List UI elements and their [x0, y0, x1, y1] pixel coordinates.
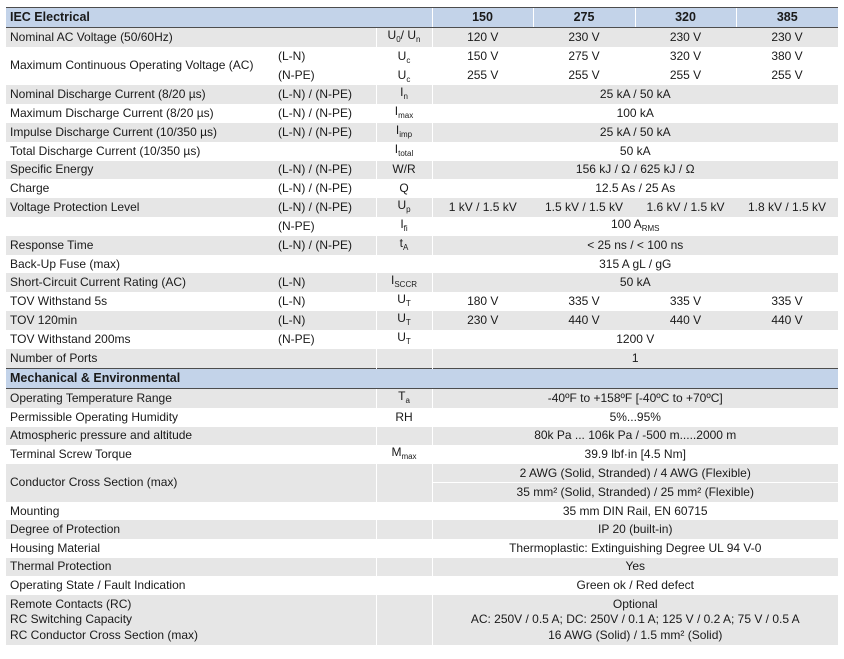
value: -40ºF to +158ºF [-40ºC to +70ºC]	[432, 388, 838, 408]
table-row	[6, 427, 838, 446]
value: Thermoplastic: Extinguishing Degree UL 94 V-0	[432, 539, 838, 558]
mode: (L-N) / (N-PE)	[274, 198, 376, 217]
symbol: $I_{total}$	[376, 142, 432, 161]
table-row	[6, 330, 838, 349]
symbol: $I_n$	[376, 85, 432, 104]
symbol: $t_A$	[376, 236, 432, 255]
value: 180 V	[432, 292, 533, 311]
row-label: Impulse Discharge Current (10/350 µs)	[6, 123, 274, 142]
value: 380 V 255 V	[736, 47, 838, 85]
value: 2 AWG (Solid, Stranded) / 4 AWG (Flexible) 35 mm² (Solid, Stranded) / 25 mm² (Flexible)	[432, 464, 838, 502]
row-label: Short-Circuit Current Rating (AC)	[6, 273, 274, 292]
value: 1	[432, 349, 838, 368]
value: 230 V	[533, 28, 635, 48]
table-row	[6, 123, 838, 142]
symbol: RH	[376, 408, 432, 427]
symbol: $U_T$	[376, 311, 432, 330]
table-row	[6, 236, 838, 255]
value: 100 $A_{RMS}$	[432, 217, 838, 236]
value: 335 V	[736, 292, 838, 311]
value: 230 V	[736, 28, 838, 48]
section-title-iec: IEC Electrical	[6, 8, 274, 28]
section-title-mech: Mechanical & Environmental	[6, 368, 376, 388]
symbol: $U_0/$ $U_n$	[376, 28, 432, 48]
table-row	[6, 311, 838, 330]
value: 35 mm DIN Rail, EN 60715	[432, 502, 838, 521]
value: 275 V 255 V	[533, 47, 635, 85]
value: 320 V 255 V	[635, 47, 736, 85]
table-row	[6, 445, 838, 464]
symbol: W/R	[376, 161, 432, 180]
table-row	[6, 217, 838, 236]
table-row	[6, 464, 838, 502]
value: 120 V	[432, 28, 533, 48]
row-label: Back-Up Fuse (max)	[6, 255, 274, 274]
spec-table	[6, 7, 838, 645]
table-row	[6, 104, 838, 123]
row-label: Voltage Protection Level	[6, 198, 274, 217]
value: 80k Pa ... 106k Pa / -500 m.....2000 m	[432, 427, 838, 446]
table-row	[6, 349, 838, 368]
value: Green ok / Red defect	[432, 576, 838, 595]
value: 1.8 kV / 1.5 kV	[736, 198, 838, 217]
table-row	[6, 520, 838, 539]
row-label: Housing Material	[6, 539, 274, 558]
mode: (N-PE)	[274, 217, 376, 236]
row-label: Operating State / Fault Indication	[6, 576, 274, 595]
value: 440 V	[533, 311, 635, 330]
row-label: Response Time	[6, 236, 274, 255]
row-label: Mounting	[6, 502, 274, 521]
mode: (L-N) / (N-PE)	[274, 179, 376, 198]
table-row	[6, 161, 838, 180]
model-150: 150	[432, 8, 533, 28]
table-row	[6, 179, 838, 198]
value: 156 kJ / Ω / 625 kJ / Ω	[432, 161, 838, 180]
value: IP 20 (built-in)	[432, 520, 838, 539]
table-row	[6, 198, 838, 217]
row-label: Nominal AC Voltage (50/60Hz)	[6, 28, 274, 48]
symbol: $I_{fi}$	[376, 217, 432, 236]
table-row	[6, 576, 838, 595]
symbol: $U_c$ $U_c$	[376, 47, 432, 85]
symbol: $U_T$	[376, 330, 432, 349]
model-320: 320	[635, 8, 736, 28]
value: 230 V	[432, 311, 533, 330]
model-275: 275	[533, 8, 635, 28]
table-row	[6, 539, 838, 558]
table-row	[6, 85, 838, 104]
value: 1200 V	[432, 330, 838, 349]
mode: (L-N) / (N-PE)	[274, 85, 376, 104]
value: Yes	[432, 558, 838, 577]
value: 1.6 kV / 1.5 kV	[635, 198, 736, 217]
table-row	[6, 388, 838, 408]
mech-header-row	[6, 368, 838, 388]
iec-header-row	[6, 8, 838, 28]
value: 1.5 kV / 1.5 kV	[533, 198, 635, 217]
symbol: Q	[376, 179, 432, 198]
row-label: Maximum Continuous Operating Voltage (AC)	[6, 47, 274, 85]
value: 440 V	[635, 311, 736, 330]
table-row	[6, 47, 838, 85]
value: 50 kA	[432, 273, 838, 292]
value: 39.9 lbf·in [4.5 Nm]	[432, 445, 838, 464]
row-label: Maximum Discharge Current (8/20 µs)	[6, 104, 274, 123]
table-row	[6, 502, 838, 521]
table-row	[6, 408, 838, 427]
mode: (L-N) / (N-PE)	[274, 161, 376, 180]
table-row	[6, 142, 838, 161]
symbol: $U_T$	[376, 292, 432, 311]
mode: (L-N) / (N-PE)	[274, 236, 376, 255]
symbol: $T_a$	[376, 388, 432, 408]
value: 5%...95%	[432, 408, 838, 427]
mode: (L-N) / (N-PE)	[274, 104, 376, 123]
value: 12.5 As / 25 As	[432, 179, 838, 198]
row-label: Number of Ports	[6, 349, 274, 368]
row-label: Charge	[6, 179, 274, 198]
value: 315 A gL / gG	[432, 255, 838, 274]
row-label: Degree of Protection	[6, 520, 274, 539]
value: 150 V 255 V	[432, 47, 533, 85]
row-label: Total Discharge Current (10/350 µs)	[6, 142, 274, 161]
mode: (L-N) / (N-PE)	[274, 123, 376, 142]
row-label: TOV 120min	[6, 311, 274, 330]
value: 335 V	[635, 292, 736, 311]
row-label: Conductor Cross Section (max)	[6, 464, 274, 502]
mode: (L-N) (N-PE)	[274, 47, 376, 85]
value: 100 kA	[432, 104, 838, 123]
table-row	[6, 273, 838, 292]
table-row	[6, 558, 838, 577]
table-row	[6, 595, 838, 646]
value: 25 kA / 50 kA	[432, 123, 838, 142]
model-385: 385	[736, 8, 838, 28]
mode: (L-N)	[274, 292, 376, 311]
row-label: TOV Withstand 200ms	[6, 330, 274, 349]
table-row	[6, 292, 838, 311]
symbol: $I_{SCCR}$	[376, 273, 432, 292]
row-label: Atmospheric pressure and altitude	[6, 427, 274, 446]
mode: (L-N)	[274, 273, 376, 292]
value: 335 V	[533, 292, 635, 311]
value: 1 kV / 1.5 kV	[432, 198, 533, 217]
value: 230 V	[635, 28, 736, 48]
symbol: $I_{imp}$	[376, 123, 432, 142]
row-label: Remote Contacts (RC) RC Switching Capacity RC Conductor Cross Section (max)	[6, 595, 274, 646]
row-label: Permissible Operating Humidity	[6, 408, 274, 427]
table-row	[6, 28, 838, 48]
row-label: Terminal Screw Torque	[6, 445, 274, 464]
mode: (N-PE)	[274, 330, 376, 349]
symbol: $I_{max}$	[376, 104, 432, 123]
row-label: Nominal Discharge Current (8/20 µs)	[6, 85, 274, 104]
value: 440 V	[736, 311, 838, 330]
table-row	[6, 255, 838, 274]
value: < 25 ns / < 100 ns	[432, 236, 838, 255]
row-label: Thermal Protection	[6, 558, 274, 577]
row-label: Specific Energy	[6, 161, 274, 180]
row-label: Operating Temperature Range	[6, 388, 274, 408]
value: 50 kA	[432, 142, 838, 161]
value: 25 kA / 50 kA	[432, 85, 838, 104]
value: Optional AC: 250V / 0.5 A; DC: 250V / 0.1 A; 125 V / 0.2 A; 75 V / 0.5 A 16 AWG (Solid) / 1.5 mm² (Solid)	[432, 595, 838, 646]
row-label: TOV Withstand 5s	[6, 292, 274, 311]
symbol: $U_p$	[376, 198, 432, 217]
mode: (L-N)	[274, 311, 376, 330]
symbol: $M_{max}$	[376, 445, 432, 464]
